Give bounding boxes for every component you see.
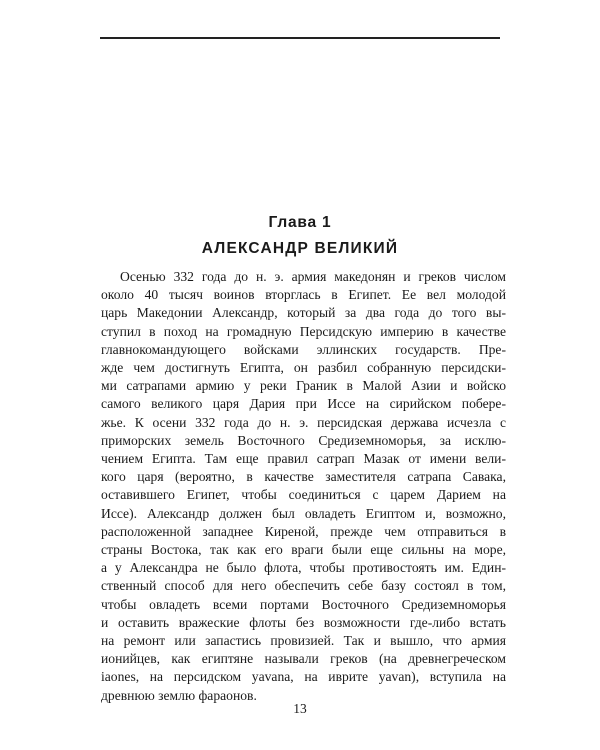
paragraph-line: жде чем достигнуть Египта, он разбил собранную персидски-	[101, 360, 506, 376]
paragraph-line: а у Александра не было флота, чтобы противостоять им. Един-	[101, 560, 506, 576]
paragraph-line: самого великого царя Дария при Иссе на сирийском побере-	[101, 396, 506, 412]
paragraph-line: царь Македонии Александр, который за два года до того вы-	[101, 305, 506, 321]
paragraph-line: Иссе). Александр должен был овладеть Египтом и, возможно,	[101, 505, 506, 521]
body-paragraph	[101, 268, 506, 705]
paragraph-line: ственный способ для него обеспечить себе базу состоял в том,	[101, 578, 506, 594]
paragraph-line: и оставить вражеские флоты без возможности где-либо встать	[101, 614, 506, 630]
paragraph-line: расположенной западнее Киреной, прежде чем отправиться в	[101, 523, 506, 539]
paragraph-line: жье. К осени 332 года до н. э. персидская держава исчезла с	[101, 414, 506, 430]
paragraph-line: на ремонт или запастись провизией. Так и вышло, что армия	[101, 633, 506, 649]
paragraph-line: страны Востока, так как его враги были еще сильны на море,	[101, 542, 506, 558]
chapter-title: АЛЕКСАНДР ВЕЛИКИЙ	[201, 240, 399, 257]
paragraph-line: Осенью 332 года до н. э. армия македонян и греков числом	[120, 269, 506, 284]
page-number: 13	[293, 701, 307, 716]
paragraph-line: ступил в поход на громадную Персидскую империю в качестве	[101, 323, 506, 339]
paragraph-line: ионийцев, как египтяне называли греков (на древнегреческом	[101, 651, 506, 667]
paragraph-line: чением Египта. Там еще правил сатрап Мазак от имени вели-	[101, 451, 506, 467]
paragraph-line: оставившего Египет, чтобы соединиться с царем Дарием на	[101, 487, 506, 503]
paragraph-line: древнюю землю фараонов.	[101, 687, 257, 703]
paragraph-line: около 40 тысяч воинов вторглась в Египет. Ее вел молодой	[101, 287, 506, 303]
paragraph-line: кого царя (вероятно, в качестве заместителя сатрапа Савака,	[101, 469, 506, 485]
paragraph-line: ми сатрапами армию у реки Граник в Малой Азии и войско	[101, 378, 506, 394]
chapter-label: Глава 1	[268, 214, 332, 231]
top-rule	[100, 37, 500, 39]
paragraph-line: iaones, на персидском yavana, на иврите yavan), вступила на	[101, 669, 506, 685]
paragraph-line: главнокомандующего войсками эллинских государств. Пре-	[101, 341, 506, 357]
paragraph-line: приморских земель Восточного Средиземноморья, за исклю-	[101, 432, 506, 448]
paragraph-line: чтобы овладеть всеми портами Восточного Средиземноморья	[101, 596, 506, 612]
